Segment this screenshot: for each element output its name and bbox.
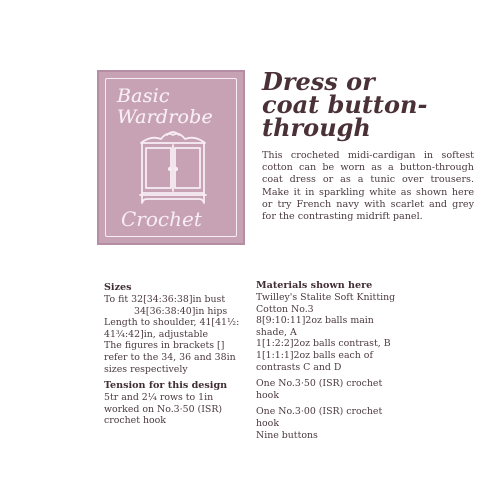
materials-line: shade, A xyxy=(256,326,297,338)
page-title xyxy=(262,67,492,142)
buttons-line: Nine buttons xyxy=(256,429,318,441)
title-line3: through xyxy=(262,113,371,142)
logo-title xyxy=(117,86,227,128)
title-line2: coat button- xyxy=(262,90,428,119)
sizes-heading: Sizes xyxy=(104,282,132,293)
sizes-line: 34[36:38:40]in hips xyxy=(134,305,228,317)
left-column xyxy=(104,282,254,427)
right-column xyxy=(256,280,426,441)
sizes-line: To fit 32[34:36:38]in bust xyxy=(104,294,226,305)
basic-wardrobe-crochet-logo xyxy=(97,70,245,245)
logo-subtitle: Crochet xyxy=(121,207,202,231)
intro-paragraph: This crocheted midi-cardigan in softest cotton can be worn as a button-through coat dress or as a tunic over trousers. Make it in sparkling white as shown here or try French navy with scarlet and grey for the contrasting midrift panel. xyxy=(262,150,474,223)
hook-line: One No.3·50 (ISR) crochet xyxy=(256,378,383,390)
sizes-line: Length to shoulder, 41[41½: xyxy=(104,317,240,329)
materials-line: Cotton No.3 xyxy=(256,303,314,315)
materials-line: 1[1:2:2]2oz balls contrast, B xyxy=(256,338,391,350)
logo-title-line2: Wardrobe xyxy=(117,106,213,128)
materials-line: Twilley's Stalite Soft Knitting xyxy=(256,292,396,303)
logo-title-line1: Basic xyxy=(117,85,170,107)
tension-line: worked on No.3·50 (ISR) xyxy=(104,403,223,415)
hook-line: One No.3·00 (ISR) crochet xyxy=(256,406,383,418)
sizes-line: sizes respectively xyxy=(104,363,188,375)
materials-line: 8[9:10:11]2oz balls main xyxy=(256,315,374,327)
wardrobe-icon xyxy=(137,129,209,207)
sizes-line: refer to the 34, 36 and 38in xyxy=(104,351,236,363)
materials-line: 1[1:1:1]2oz balls each of xyxy=(256,349,373,361)
sizes-line: The figures in brackets [] xyxy=(104,340,225,352)
hook-line: hook xyxy=(256,417,280,429)
title-line1: Dress or xyxy=(262,67,375,96)
sizes-line: 41¾:42]in, adjustable xyxy=(104,328,209,340)
tension-heading: Tension for this design xyxy=(104,380,228,392)
materials-line: contrasts C and D xyxy=(256,361,342,373)
materials-heading: Materials shown here xyxy=(256,280,373,291)
tension-line: crochet hook xyxy=(104,415,166,427)
tension-line: 5tr and 2¼ rows to 1in xyxy=(104,392,214,404)
hook-line: hook xyxy=(256,389,280,401)
